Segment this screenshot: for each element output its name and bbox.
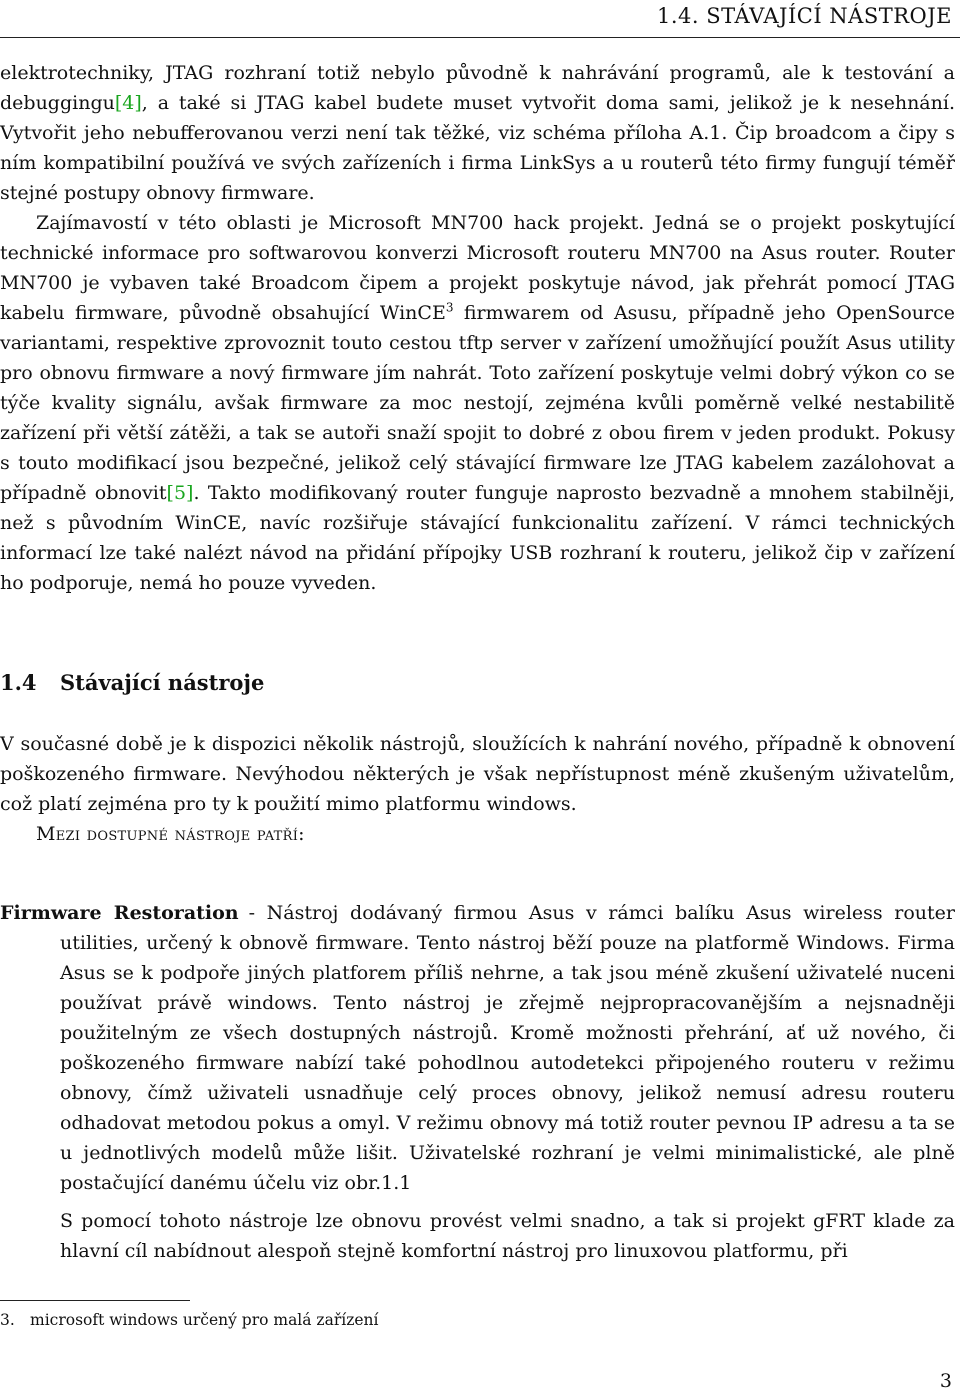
running-header: 1.4. STÁVAJÍCÍ NÁSTROJE [657, 4, 952, 28]
footnote [0, 1308, 379, 1332]
tools-description-list [0, 898, 955, 1266]
paragraph-jtag: elektrotechniky, JTAG rozhraní totiž nebylo původně k nahrávání programů, ale k testování a debuggingu[4], a také si JTAG kabel budete muset vytvořit doma sami, jelikož je k nesehnání. Vytvořit jeho nebufferovanou verzi není tak těžké, viz schéma příloha A.1. Čip broadcom a čipy s ním kompatibilní používá ve svých zařízeních i firma LinkSys a u routerů této firmy fungují téměř stejné postupy obnovy firmware. [0, 62, 955, 204]
section-title: Stávající nástroje [60, 670, 265, 695]
header-rule [0, 37, 960, 38]
footnote-text: microsoft windows určený pro malá zařízení [30, 1311, 379, 1329]
tool-description: - Nástroj dodávaný firmou Asus v rámci balíku Asus wireless router utilities, určený k obnově firmware. Tento nástroj běží pouze na platformě Windows. Firma Asus se k podpoře jiných platforem příliš nehrne, a tak jsou méně zkušení uživatelé nuceni používat právě windows. Tento nástroj je zřejmě nejpropracovanějším a nejsnadněji použitelným ze všech dostupných nástrojů. Kromě možnosti přehrání, ať už nového, či poškozeného firmware nabízí také pohodlnou autodetekci připojeného routeru v režimu obnovy, čímž uživateli usnadňuje celý proces obnovy, jelikož nemusí adresu routeru odhadovat metodou pokus a omyl. V režimu obnovy má totiž router pevnou IP adresu a ta se u jednotlivých modelů může lišit. Uživatelské rozhraní je velmi minimalistické, ale plně postačující danému účelu viz obr.1.1 [60, 902, 955, 1194]
list-intro: Mezi dostupné nástroje patří: [36, 823, 305, 845]
tool-item [0, 898, 955, 1198]
body-text-block [0, 58, 955, 598]
tool-description-continued: S pomocí tohoto nástroje lze obnovu provést velmi snadno, a tak si projekt gFRT klade za hlavní cíl nabídnout alespoň stejně komfortní nástroj pro linuxovou platformu, při [60, 1210, 955, 1262]
page-number: 3 [939, 1370, 952, 1392]
section-heading [0, 670, 264, 695]
tool-term: Firmware Restoration [0, 902, 239, 924]
footnote-rule [0, 1300, 190, 1301]
citation-link-4[interactable]: [4] [114, 92, 142, 114]
section-intro: V současné době je k dispozici několik nástrojů, sloužících k nahrání nového, případně k obnovení poškozeného firmware. Nevýhodou některých je však nepřístupnost méně zkušeným uživatelům, což platí zejména pro ty k použití mimo platformu windows. [0, 733, 955, 815]
section-intro-block [0, 729, 955, 849]
paragraph-mn700: Zajímavostí v této oblasti je Microsoft MN700 hack projekt. Jedná se o projekt poskytující technické informace pro softwarovou konverzi Microsoft routeru MN700 na Asus router. Router MN700 je vybaven také Broadcom čipem a projekt poskytuje návod, jak přehrát pomocí JTAG kabelu firmware, původně obsahující WinCE$^3$ firmwarem od Asusu, případně jeho OpenSource variantami, respektive zprovoznit touto cestou tftp server v zařízení umožňující použít Asus utility pro obnovu firmware a nový firmware jím nahrát. Toto zařízení poskytuje velmi dobrý výkon co se týče kvality signálu, avšak firmware za moc nestojí, zejména kvůli poměrně velké nestabilitě zařízení při větší zátěži, a tak se autoři snaží spojit to dobré z obou firem v jeden produkt. Pokusy s touto modifikací jsou bezpečné, jelikož celý stávající firmware lze JTAG kabelem zazálohovat a případně obnovit[5]. Takto modifikovaný router funguje naprosto bezvadně a mnohem stabilněji, než s původním WinCE, navíc rozšiřuje stávající funkcionalitu zařízení. V rámci technických informací lze také nalézt návod na přidání přípojky USB rozhraní k routeru, jelikož čip v zařízení ho podporuje, nemá ho pouze vyveden. [0, 212, 956, 594]
section-number: 1.4 [0, 670, 37, 695]
citation-link-5[interactable]: [5] [166, 482, 194, 504]
footnote-marker[interactable]: 3 [445, 300, 454, 315]
footnote-mark: 3. [0, 1311, 15, 1329]
